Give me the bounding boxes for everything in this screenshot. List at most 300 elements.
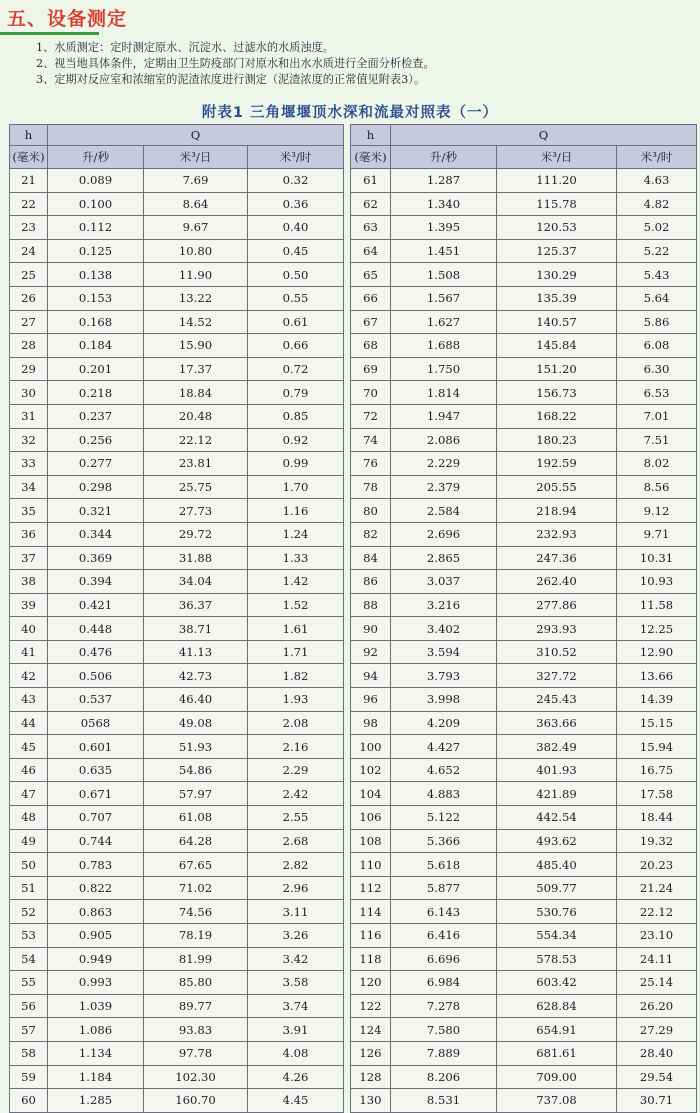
cell-cubic-meters-per-hour: 4.63 — [617, 169, 697, 193]
cell-h: 45 — [10, 735, 48, 759]
cell-cubic-meters-per-day: 293.93 — [497, 617, 617, 641]
cell-cubic-meters-per-hour: 4.08 — [248, 1041, 344, 1065]
cell-cubic-meters-per-day: 145.84 — [497, 334, 617, 358]
table-row — [351, 735, 697, 759]
cell-h: 46 — [10, 758, 48, 782]
cell-cubic-meters-per-day: 232.93 — [497, 522, 617, 546]
cell-cubic-meters-per-day: 485.40 — [497, 853, 617, 877]
cell-cubic-meters-per-day: 78.19 — [144, 924, 248, 948]
cell-h: 23 — [10, 216, 48, 240]
table-row — [351, 522, 697, 546]
cell-cubic-meters-per-hour: 0.45 — [248, 239, 344, 263]
cell-cubic-meters-per-hour: 1.16 — [248, 499, 344, 523]
table-row — [351, 782, 697, 806]
cell-cubic-meters-per-hour: 0.55 — [248, 286, 344, 310]
cell-cubic-meters-per-hour: 3.11 — [248, 900, 344, 924]
table-row — [10, 617, 344, 641]
cell-h: 27 — [10, 310, 48, 334]
table-row — [10, 428, 344, 452]
cell-h: 60 — [10, 1089, 48, 1113]
cell-liters-per-second: 0.537 — [48, 688, 144, 712]
cell-liters-per-second: 2.086 — [391, 428, 497, 452]
cell-h: 96 — [351, 688, 391, 712]
table-row — [351, 900, 697, 924]
cell-cubic-meters-per-hour: 18.44 — [617, 806, 697, 830]
table-row — [351, 924, 697, 948]
cell-h: 88 — [351, 593, 391, 617]
cell-h: 59 — [10, 1065, 48, 1089]
cell-cubic-meters-per-day: 530.76 — [497, 900, 617, 924]
table-row — [351, 593, 697, 617]
cell-cubic-meters-per-day: 192.59 — [497, 452, 617, 476]
cell-h: 90 — [351, 617, 391, 641]
table-title: 附表1 三角堰堰顶水深和流最对照表（一） — [201, 105, 499, 121]
cell-liters-per-second: 0.671 — [48, 782, 144, 806]
cell-liters-per-second: 5.122 — [391, 806, 497, 830]
table-row — [351, 758, 697, 782]
cell-cubic-meters-per-hour: 2.55 — [248, 806, 344, 830]
cell-h: 106 — [351, 806, 391, 830]
cell-liters-per-second: 7.889 — [391, 1041, 497, 1065]
table-row — [10, 688, 344, 712]
cell-liters-per-second: 0.168 — [48, 310, 144, 334]
cell-h: 67 — [351, 310, 391, 334]
cell-cubic-meters-per-hour: 0.40 — [248, 216, 344, 240]
cell-cubic-meters-per-hour: 3.91 — [248, 1018, 344, 1042]
cell-cubic-meters-per-hour: 21.24 — [617, 876, 697, 900]
header-cubic-meters-per-hour: 米³/时 — [248, 146, 344, 169]
cell-h: 100 — [351, 735, 391, 759]
header-cubic-meters-per-hour: 米³/时 — [617, 146, 697, 169]
cell-liters-per-second: 0.125 — [48, 239, 144, 263]
cell-cubic-meters-per-day: 363.66 — [497, 711, 617, 735]
cell-h: 51 — [10, 876, 48, 900]
cell-cubic-meters-per-day: 15.90 — [144, 334, 248, 358]
cell-cubic-meters-per-hour: 1.70 — [248, 475, 344, 499]
cell-liters-per-second: 0.277 — [48, 452, 144, 476]
table-row — [10, 404, 344, 428]
table-body-right — [351, 169, 697, 1113]
cell-cubic-meters-per-hour: 8.02 — [617, 452, 697, 476]
table-row — [351, 475, 697, 499]
cell-cubic-meters-per-hour: 0.72 — [248, 357, 344, 381]
cell-liters-per-second: 1.287 — [391, 169, 497, 193]
cell-cubic-meters-per-day: 578.53 — [497, 947, 617, 971]
table-row — [10, 239, 344, 263]
cell-cubic-meters-per-day: 74.56 — [144, 900, 248, 924]
cell-cubic-meters-per-day: 10.80 — [144, 239, 248, 263]
cell-h: 66 — [351, 286, 391, 310]
cell-cubic-meters-per-hour: 0.85 — [248, 404, 344, 428]
cell-h: 122 — [351, 994, 391, 1018]
table-row — [351, 711, 697, 735]
cell-liters-per-second: 0.089 — [48, 169, 144, 193]
cell-liters-per-second: 2.229 — [391, 452, 497, 476]
cell-liters-per-second: 0.863 — [48, 900, 144, 924]
cell-h: 130 — [351, 1089, 391, 1113]
table-row — [351, 404, 697, 428]
cell-liters-per-second: 0.506 — [48, 664, 144, 688]
cell-h: 72 — [351, 404, 391, 428]
cell-cubic-meters-per-hour: 0.50 — [248, 263, 344, 287]
cell-liters-per-second: 0.949 — [48, 947, 144, 971]
cell-h: 86 — [351, 570, 391, 594]
table-row — [351, 169, 697, 193]
cell-h: 40 — [10, 617, 48, 641]
cell-cubic-meters-per-day: 442.54 — [497, 806, 617, 830]
cell-cubic-meters-per-hour: 2.16 — [248, 735, 344, 759]
cell-h: 61 — [351, 169, 391, 193]
cell-liters-per-second: 0.298 — [48, 475, 144, 499]
cell-liters-per-second: 2.696 — [391, 522, 497, 546]
cell-cubic-meters-per-day: 64.28 — [144, 829, 248, 853]
table-row — [10, 286, 344, 310]
cell-cubic-meters-per-day: 277.86 — [497, 593, 617, 617]
cell-liters-per-second: 0.344 — [48, 522, 144, 546]
cell-cubic-meters-per-hour: 1.52 — [248, 593, 344, 617]
cell-cubic-meters-per-day: 8.64 — [144, 192, 248, 216]
cell-h: 56 — [10, 994, 48, 1018]
cell-h: 34 — [10, 475, 48, 499]
cell-cubic-meters-per-day: 628.84 — [497, 994, 617, 1018]
table-row — [10, 924, 344, 948]
cell-cubic-meters-per-hour: 7.51 — [617, 428, 697, 452]
table-row — [351, 806, 697, 830]
cell-h: 84 — [351, 546, 391, 570]
cell-cubic-meters-per-day: 36.37 — [144, 593, 248, 617]
cell-h: 116 — [351, 924, 391, 948]
table-row — [10, 169, 344, 193]
cell-liters-per-second: 0568 — [48, 711, 144, 735]
table-row — [10, 1065, 344, 1089]
cell-cubic-meters-per-day: 61.08 — [144, 806, 248, 830]
cell-h: 52 — [10, 900, 48, 924]
table-row — [10, 806, 344, 830]
cell-cubic-meters-per-hour: 17.58 — [617, 782, 697, 806]
cell-cubic-meters-per-day: 11.90 — [144, 263, 248, 287]
cell-h: 104 — [351, 782, 391, 806]
header-cubic-meters-per-day: 米³/日 — [144, 146, 248, 169]
table-row — [351, 1089, 697, 1113]
table-row — [10, 640, 344, 664]
cell-cubic-meters-per-day: 140.57 — [497, 310, 617, 334]
table-row — [10, 1089, 344, 1113]
cell-h: 126 — [351, 1041, 391, 1065]
cell-cubic-meters-per-hour: 8.56 — [617, 475, 697, 499]
cell-h: 98 — [351, 711, 391, 735]
cell-liters-per-second: 3.998 — [391, 688, 497, 712]
header-cubic-meters-per-day: 米³/日 — [497, 146, 617, 169]
cell-cubic-meters-per-hour: 14.39 — [617, 688, 697, 712]
table-row — [351, 499, 697, 523]
cell-cubic-meters-per-day: 57.97 — [144, 782, 248, 806]
cell-cubic-meters-per-day: 401.93 — [497, 758, 617, 782]
cell-h: 63 — [351, 216, 391, 240]
cell-liters-per-second: 1.086 — [48, 1018, 144, 1042]
table-row — [10, 994, 344, 1018]
cell-liters-per-second: 0.783 — [48, 853, 144, 877]
cell-h: 65 — [351, 263, 391, 287]
cell-h: 50 — [10, 853, 48, 877]
cell-cubic-meters-per-day: 67.65 — [144, 853, 248, 877]
cell-h: 43 — [10, 688, 48, 712]
cell-cubic-meters-per-day: 709.00 — [497, 1065, 617, 1089]
cell-cubic-meters-per-day: 29.72 — [144, 522, 248, 546]
cell-h: 30 — [10, 381, 48, 405]
cell-cubic-meters-per-day: 46.40 — [144, 688, 248, 712]
cell-cubic-meters-per-hour: 4.82 — [617, 192, 697, 216]
cell-liters-per-second: 0.218 — [48, 381, 144, 405]
table-row — [10, 570, 344, 594]
cell-cubic-meters-per-day: 205.55 — [497, 475, 617, 499]
cell-h: 62 — [351, 192, 391, 216]
cell-cubic-meters-per-hour: 6.08 — [617, 334, 697, 358]
table-row — [351, 570, 697, 594]
cell-cubic-meters-per-hour: 0.92 — [248, 428, 344, 452]
cell-liters-per-second: 2.379 — [391, 475, 497, 499]
cell-cubic-meters-per-hour: 30.71 — [617, 1089, 697, 1113]
cell-h: 44 — [10, 711, 48, 735]
cell-cubic-meters-per-day: 247.36 — [497, 546, 617, 570]
cell-cubic-meters-per-hour: 2.08 — [248, 711, 344, 735]
cell-cubic-meters-per-hour: 0.99 — [248, 452, 344, 476]
cell-cubic-meters-per-hour: 9.71 — [617, 522, 697, 546]
cell-cubic-meters-per-day: 89.77 — [144, 994, 248, 1018]
cell-cubic-meters-per-day: 509.77 — [497, 876, 617, 900]
cell-cubic-meters-per-hour: 19.32 — [617, 829, 697, 853]
table-row — [351, 357, 697, 381]
cell-cubic-meters-per-hour: 6.53 — [617, 381, 697, 405]
cell-cubic-meters-per-hour: 1.71 — [248, 640, 344, 664]
cell-cubic-meters-per-day: 14.52 — [144, 310, 248, 334]
cell-cubic-meters-per-hour: 23.10 — [617, 924, 697, 948]
table-row — [351, 310, 697, 334]
header-h: h — [351, 125, 391, 146]
cell-liters-per-second: 3.216 — [391, 593, 497, 617]
table-row — [351, 1018, 697, 1042]
cell-cubic-meters-per-hour: 10.31 — [617, 546, 697, 570]
cell-liters-per-second: 5.618 — [391, 853, 497, 877]
cell-liters-per-second: 0.421 — [48, 593, 144, 617]
cell-cubic-meters-per-hour: 1.61 — [248, 617, 344, 641]
cell-cubic-meters-per-hour: 0.61 — [248, 310, 344, 334]
cell-liters-per-second: 2.584 — [391, 499, 497, 523]
cell-h: 114 — [351, 900, 391, 924]
cell-cubic-meters-per-day: 262.40 — [497, 570, 617, 594]
note-item: 3、定期对反应室和浓缩室的泥渣浓度进行测定（泥渣浓度的正常值见附表3）。 — [36, 73, 426, 86]
cell-cubic-meters-per-day: 654.91 — [497, 1018, 617, 1042]
table-row — [10, 1018, 344, 1042]
cell-cubic-meters-per-day: 38.71 — [144, 617, 248, 641]
table-row — [10, 711, 344, 735]
cell-liters-per-second: 1.340 — [391, 192, 497, 216]
cell-cubic-meters-per-hour: 12.25 — [617, 617, 697, 641]
cell-cubic-meters-per-day: 17.37 — [144, 357, 248, 381]
cell-cubic-meters-per-hour: 13.66 — [617, 664, 697, 688]
cell-cubic-meters-per-hour: 26.20 — [617, 994, 697, 1018]
cell-cubic-meters-per-hour: 1.42 — [248, 570, 344, 594]
cell-liters-per-second: 0.321 — [48, 499, 144, 523]
cell-liters-per-second: 0.635 — [48, 758, 144, 782]
cell-h: 78 — [351, 475, 391, 499]
table-row — [10, 381, 344, 405]
header-q: Q — [48, 125, 344, 146]
cell-cubic-meters-per-hour: 2.68 — [248, 829, 344, 853]
cell-h: 82 — [351, 522, 391, 546]
cell-h: 32 — [10, 428, 48, 452]
table-row — [351, 1065, 697, 1089]
cell-cubic-meters-per-hour: 12.90 — [617, 640, 697, 664]
cell-liters-per-second: 4.883 — [391, 782, 497, 806]
cell-cubic-meters-per-hour: 15.94 — [617, 735, 697, 759]
cell-cubic-meters-per-hour: 0.32 — [248, 169, 344, 193]
cell-cubic-meters-per-hour: 2.96 — [248, 876, 344, 900]
cell-liters-per-second: 1.285 — [48, 1089, 144, 1113]
cell-liters-per-second: 0.138 — [48, 263, 144, 287]
table-row — [10, 664, 344, 688]
table-row — [351, 971, 697, 995]
cell-cubic-meters-per-hour: 3.58 — [248, 971, 344, 995]
cell-liters-per-second: 3.037 — [391, 570, 497, 594]
table-row — [10, 263, 344, 287]
cell-h: 58 — [10, 1041, 48, 1065]
table-row — [351, 381, 697, 405]
cell-h: 76 — [351, 452, 391, 476]
table-row — [10, 593, 344, 617]
cell-liters-per-second: 0.256 — [48, 428, 144, 452]
table-row — [10, 216, 344, 240]
cell-cubic-meters-per-hour: 24.11 — [617, 947, 697, 971]
cell-h: 28 — [10, 334, 48, 358]
cell-cubic-meters-per-day: 421.89 — [497, 782, 617, 806]
cell-h: 26 — [10, 286, 48, 310]
cell-cubic-meters-per-day: 9.67 — [144, 216, 248, 240]
cell-cubic-meters-per-hour: 5.43 — [617, 263, 697, 287]
cell-liters-per-second: 0.476 — [48, 640, 144, 664]
cell-h: 68 — [351, 334, 391, 358]
cell-h: 49 — [10, 829, 48, 853]
cell-liters-per-second: 0.394 — [48, 570, 144, 594]
cell-cubic-meters-per-day: 49.08 — [144, 711, 248, 735]
cell-cubic-meters-per-day: 27.73 — [144, 499, 248, 523]
cell-cubic-meters-per-day: 327.72 — [497, 664, 617, 688]
cell-cubic-meters-per-day: 111.20 — [497, 169, 617, 193]
cell-h: 110 — [351, 853, 391, 877]
cell-liters-per-second: 1.039 — [48, 994, 144, 1018]
table-row — [351, 428, 697, 452]
cell-liters-per-second: 4.652 — [391, 758, 497, 782]
cell-cubic-meters-per-day: 42.73 — [144, 664, 248, 688]
cell-h: 124 — [351, 1018, 391, 1042]
cell-h: 74 — [351, 428, 391, 452]
cell-liters-per-second: 1.451 — [391, 239, 497, 263]
cell-liters-per-second: 1.508 — [391, 263, 497, 287]
table-row — [10, 475, 344, 499]
cell-h: 70 — [351, 381, 391, 405]
cell-liters-per-second: 7.278 — [391, 994, 497, 1018]
cell-liters-per-second: 1.947 — [391, 404, 497, 428]
cell-cubic-meters-per-hour: 3.42 — [248, 947, 344, 971]
cell-h: 128 — [351, 1065, 391, 1089]
cell-h: 41 — [10, 640, 48, 664]
cell-cubic-meters-per-hour: 3.26 — [248, 924, 344, 948]
cell-cubic-meters-per-hour: 22.12 — [617, 900, 697, 924]
cell-cubic-meters-per-day: 382.49 — [497, 735, 617, 759]
cell-cubic-meters-per-hour: 2.42 — [248, 782, 344, 806]
cell-liters-per-second: 4.209 — [391, 711, 497, 735]
table-row — [351, 239, 697, 263]
header-h-unit: (毫米) — [351, 146, 391, 169]
cell-cubic-meters-per-hour: 1.93 — [248, 688, 344, 712]
cell-cubic-meters-per-day: 41.13 — [144, 640, 248, 664]
cell-cubic-meters-per-hour: 3.74 — [248, 994, 344, 1018]
cell-h: 55 — [10, 971, 48, 995]
cell-cubic-meters-per-day: 180.23 — [497, 428, 617, 452]
cell-cubic-meters-per-day: 554.34 — [497, 924, 617, 948]
cell-liters-per-second: 0.601 — [48, 735, 144, 759]
cell-h: 31 — [10, 404, 48, 428]
table-row — [351, 829, 697, 853]
cell-cubic-meters-per-hour: 4.26 — [248, 1065, 344, 1089]
cell-h: 36 — [10, 522, 48, 546]
cell-cubic-meters-per-hour: 6.30 — [617, 357, 697, 381]
cell-liters-per-second: 1.750 — [391, 357, 497, 381]
cell-liters-per-second: 3.793 — [391, 664, 497, 688]
cell-h: 57 — [10, 1018, 48, 1042]
cell-cubic-meters-per-hour: 5.02 — [617, 216, 697, 240]
table-row — [351, 617, 697, 641]
cell-liters-per-second: 0.369 — [48, 546, 144, 570]
cell-cubic-meters-per-day: 20.48 — [144, 404, 248, 428]
cell-liters-per-second: 1.134 — [48, 1041, 144, 1065]
table-row — [351, 1041, 697, 1065]
cell-cubic-meters-per-hour: 29.54 — [617, 1065, 697, 1089]
cell-liters-per-second: 0.153 — [48, 286, 144, 310]
cell-liters-per-second: 2.865 — [391, 546, 497, 570]
table-row — [10, 853, 344, 877]
cell-cubic-meters-per-hour: 15.15 — [617, 711, 697, 735]
table-row — [10, 758, 344, 782]
cell-h: 33 — [10, 452, 48, 476]
table-row — [351, 853, 697, 877]
cell-cubic-meters-per-day: 31.88 — [144, 546, 248, 570]
cell-h: 35 — [10, 499, 48, 523]
cell-liters-per-second: 1.814 — [391, 381, 497, 405]
cell-cubic-meters-per-hour: 5.64 — [617, 286, 697, 310]
cell-cubic-meters-per-hour: 0.66 — [248, 334, 344, 358]
cell-liters-per-second: 0.822 — [48, 876, 144, 900]
table-row — [10, 947, 344, 971]
cell-cubic-meters-per-hour: 10.93 — [617, 570, 697, 594]
table-row — [351, 263, 697, 287]
cell-h: 39 — [10, 593, 48, 617]
cell-liters-per-second: 1.184 — [48, 1065, 144, 1089]
cell-liters-per-second: 6.696 — [391, 947, 497, 971]
cell-cubic-meters-per-day: 54.86 — [144, 758, 248, 782]
cell-cubic-meters-per-hour: 28.40 — [617, 1041, 697, 1065]
table-row — [351, 664, 697, 688]
cell-h: 22 — [10, 192, 48, 216]
cell-h: 24 — [10, 239, 48, 263]
table-row — [10, 522, 344, 546]
cell-liters-per-second: 0.100 — [48, 192, 144, 216]
table-row — [10, 782, 344, 806]
cell-cubic-meters-per-hour: 4.45 — [248, 1089, 344, 1113]
table-row — [351, 947, 697, 971]
cell-cubic-meters-per-day: 13.22 — [144, 286, 248, 310]
cell-cubic-meters-per-hour: 11.58 — [617, 593, 697, 617]
cell-cubic-meters-per-day: 22.12 — [144, 428, 248, 452]
